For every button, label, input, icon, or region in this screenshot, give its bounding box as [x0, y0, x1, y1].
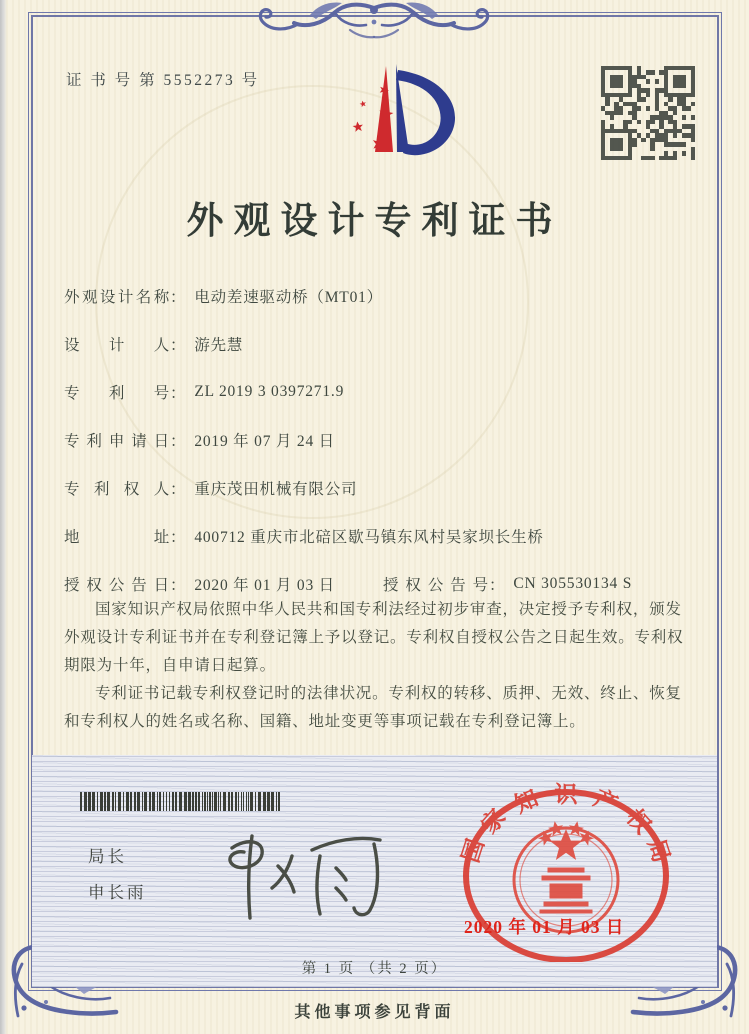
field-value: 重庆茂田机械有限公司	[194, 481, 358, 498]
back-side-note: 其他事项参见背面	[294, 1004, 455, 1021]
seal-char: 国	[457, 835, 489, 866]
colon: ：	[170, 337, 187, 354]
field-value: 电动差速驱动桥（MT01）	[194, 289, 383, 306]
field-value: ZL 2019 3 0397271.9	[194, 383, 345, 400]
field-row-design-name	[64, 272, 709, 320]
colon: ：	[170, 385, 187, 402]
field-label: 授权公告日	[64, 577, 170, 594]
field-value: 2019 年 07 月 24 日	[194, 433, 335, 450]
field-row-patentee	[64, 464, 709, 512]
colon: ：	[489, 577, 506, 594]
field-label: 设计人	[64, 337, 170, 354]
field-row-patent-number	[64, 368, 709, 416]
seal-char: 识	[554, 782, 578, 807]
field-row-designer	[64, 320, 709, 368]
field-value: 400712 重庆市北碚区歇马镇东风村吴家坝长生桥	[194, 529, 544, 546]
seal-char: 局	[643, 835, 675, 866]
legal-paragraph-2: 专利证书记载专利权登记时的法律状况。专利权的转移、质押、无效、终止、恢复和专利权人的姓名或名称、国籍、地址变更等事项记载在专利登记簿上。	[64, 685, 682, 730]
field-label: 外观设计名称	[64, 289, 170, 306]
legal-paragraph-1: 国家知识产权局依照中华人民共和国专利法经过初步审查，决定授予专利权，颁发外观设计专利证书并在专利登记簿上予以登记。专利权自授权公告之日起生效。专利权期限为十年，自申请日起算。	[64, 601, 684, 674]
seal-char: 知	[510, 785, 542, 818]
seal-char: 权	[621, 804, 656, 839]
field-value: 游先慧	[194, 337, 244, 354]
colon: ：	[170, 481, 187, 498]
signer-title: 局长	[88, 848, 127, 866]
field-row-filing-date	[64, 416, 709, 464]
barcode	[80, 792, 286, 811]
qr-code	[601, 66, 695, 160]
colon: ：	[170, 529, 187, 546]
field-row-address	[64, 512, 709, 560]
field-label: 授权公告号	[383, 577, 489, 594]
scan-edge-shadow	[0, 0, 7, 1034]
colon: ：	[170, 289, 187, 306]
colon: ：	[170, 577, 187, 594]
signature-handwriting-icon	[208, 826, 398, 926]
field-value: CN 305530134 S	[513, 575, 633, 592]
signer-block	[88, 843, 147, 903]
field-value: 2020 年 01 月 03 日	[194, 577, 335, 594]
legal-text-block	[64, 596, 694, 736]
field-label: 专利申请日	[64, 433, 170, 450]
seal-date: 2020 年 01 月 03 日	[464, 917, 625, 937]
seal-char: 家	[476, 804, 511, 839]
page-indicator: 第 1 页 （共 2 页）	[301, 961, 448, 977]
certificate-fields	[64, 272, 709, 608]
field-label: 专利权人	[64, 481, 170, 498]
seal-char: 产	[590, 785, 622, 818]
field-label: 专利号	[64, 385, 170, 402]
colon: ：	[170, 433, 187, 450]
certificate-title: 外观设计专利证书	[186, 201, 563, 242]
certificate-number: 证 书 号 第 5552273 号	[66, 72, 260, 89]
signer-name: 申长雨	[88, 884, 147, 902]
field-label: 地址	[64, 529, 170, 546]
